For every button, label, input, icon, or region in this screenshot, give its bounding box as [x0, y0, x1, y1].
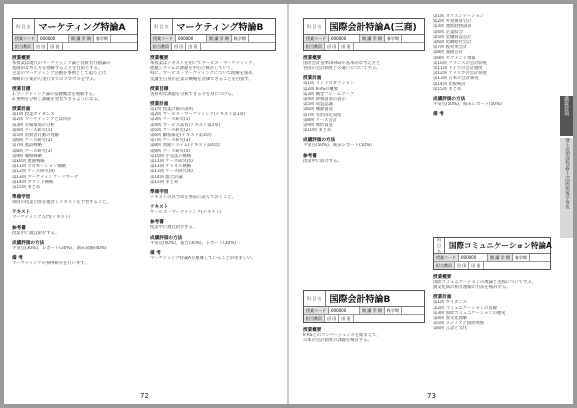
section-heading: 授業概要	[433, 275, 452, 280]
section-heading: 準備学習	[150, 190, 169, 196]
course-block-marketing-b	[150, 18, 276, 261]
body-line: 第5回 ケース研究(2)	[150, 127, 191, 133]
body-line: 第7回 製品戦略	[12, 143, 42, 149]
body-line: 第3回 国際コミュニケーションの歴史	[433, 310, 506, 316]
body-line: 第6回 顧客満足(テキスト第3章)	[150, 133, 212, 139]
course-body-continued	[433, 14, 551, 117]
program-tab-label: 博士前期課程(修士)国際関係学専攻	[564, 138, 570, 210]
section-heading: 成績評価の方法	[433, 97, 466, 103]
section-heading: 授業計画	[12, 107, 31, 113]
course-body	[433, 274, 551, 332]
meta-key: 担当教員	[304, 43, 325, 50]
class-label: 科 目 名	[304, 291, 326, 306]
body-line: 第1回 イントロダクション	[303, 81, 355, 87]
course-block-continued	[433, 14, 551, 117]
body-line: 平常点(50%)、期末レポート(50%)	[433, 102, 502, 108]
body-line: 日本の会計制度の課題を検討する。	[303, 338, 372, 344]
body-line: 第2回 マーケティングとは何か	[12, 117, 72, 123]
body-line: 異文化間の相互理解の方法を検討する。	[433, 285, 511, 291]
meta-value: 000000	[176, 35, 207, 42]
body-line: 第9回 価格戦略	[12, 153, 42, 159]
course-body	[303, 327, 425, 343]
course-header	[303, 18, 425, 51]
page-number: 73	[427, 392, 436, 400]
meta-value: 田 田	[325, 43, 339, 50]
body-line: 戦略の立案から実行までのプロセスを学ぶ。	[12, 76, 99, 82]
body-line: 第13回 日本の会計制度	[433, 76, 479, 82]
body-line: 第3回 ケース研究(1)	[150, 117, 191, 123]
class-label: 科 目 名	[151, 19, 173, 34]
body-line: 第9回 無形資産	[303, 123, 333, 129]
meta-value: 田 田	[48, 43, 62, 50]
meta-key: 授業コード	[13, 35, 38, 42]
body-line: マーケティングの事例研究を行います。	[12, 261, 89, 267]
body-line: 第10回 流通戦略	[12, 159, 45, 165]
body-line: 第8回 リース会計	[303, 117, 337, 123]
section-heading: テキスト	[12, 210, 31, 216]
meta-value: 田 田	[172, 43, 186, 50]
course-body	[12, 55, 138, 266]
course-block-intl-accounting-a	[303, 18, 425, 164]
body-line: サービス・マーケティング(テキスト)	[150, 210, 222, 216]
meta-value: 000000	[329, 307, 360, 314]
body-line: 第2回 サービス・マーケティング(テキスト第1章)	[150, 112, 246, 118]
body-line: 平常点(50%)、期末レポート(50%)	[303, 143, 372, 149]
meta-key: 担当教員	[434, 262, 455, 269]
section-heading: テキスト	[150, 205, 169, 211]
body-line: 第15回 まとめ	[12, 185, 41, 191]
section-heading: 授業計画	[150, 102, 169, 108]
body-line: 第4回 サービス品質(テキスト第2章)	[150, 122, 221, 128]
course-header	[303, 290, 425, 323]
body-line: 授業中に適宜紹介する。	[150, 225, 198, 231]
body-line: 第2回 外貨換算会計	[433, 19, 472, 25]
body-line: 第15回 まとめ	[150, 179, 179, 185]
body-line: 第3回 概念フレームワーク	[303, 91, 355, 97]
body-line: 第1回 授業ガイダンス	[12, 112, 55, 118]
meta-value: 春学期	[385, 35, 402, 42]
course-title: マーケティング特論B	[176, 23, 264, 33]
body-line: 第6回 退職給付会計	[433, 40, 472, 46]
section-heading: 授業概要	[303, 328, 322, 333]
body-line: 第10回 まとめ	[303, 128, 332, 134]
body-line: 第8回 流通システム(テキスト第4章)	[150, 143, 220, 149]
body-line: 流通システムの課題を中心に検討していく。	[150, 66, 236, 72]
section-heading: 授業目標	[150, 86, 169, 92]
body-line: 第15回 まとめ	[433, 86, 462, 92]
section-heading: 授業概要	[150, 56, 169, 61]
body-line: 特に、サービス・マーケティングについて理解を深め、	[150, 71, 257, 77]
course-body	[303, 55, 425, 164]
body-line: 第11回 ケース研究(5)	[150, 159, 193, 165]
course-title: 国際会計特論A(三商)	[329, 23, 417, 33]
body-line: マーケティング特論Aを履修していることが望ましい。	[150, 255, 256, 261]
body-line: マーケティング入門(テキスト)	[12, 215, 71, 221]
body-line: 第4回 財務諸表の表示	[303, 97, 346, 103]
course-block-intl-accounting-b	[303, 290, 425, 343]
meta-value: 春学期	[94, 35, 111, 42]
body-line: テキストの該当章を事前に読んでおくこと。	[150, 195, 236, 201]
meta-value: 秋学期	[385, 307, 402, 314]
meta-value: 春学期	[513, 254, 530, 261]
meta-value: 田 田	[186, 43, 200, 50]
course-title: マーケティング特論A	[38, 23, 126, 33]
section-heading: 授業計画	[303, 76, 322, 82]
section-heading: 授業計画	[433, 295, 452, 301]
body-line: 授業中に紹介する。	[303, 158, 342, 164]
meta-key: 授業コード	[434, 254, 459, 261]
section-heading: 授業目標	[12, 86, 31, 92]
body-line: 第8回 ケース研究(3)	[12, 148, 53, 154]
body-line: IFRSとのコンバージェンスを踏まえて、	[303, 333, 381, 338]
meta-value: 田 田	[34, 43, 48, 50]
section-heading: 備 考	[433, 112, 444, 118]
meta-key: 開 講 学 期	[488, 254, 513, 261]
body-line: 第12回 ケース研究(4)	[12, 169, 55, 175]
meta-key: 担当教員	[304, 315, 325, 322]
body-line: 第5回 消費者行動の理解	[12, 133, 60, 139]
body-line: 1.マーケティング論の基礎概念を理解する。	[12, 91, 98, 97]
body-line: 第6回 棚卸資産	[303, 107, 333, 113]
body-line: 第2回 IFRSの概要	[303, 86, 339, 92]
course-block-marketing-a	[12, 18, 138, 266]
book-spread	[4, 4, 573, 404]
class-label: 科 目 名	[13, 19, 35, 34]
section-heading: 参考書	[150, 220, 164, 226]
class-label: 科 目 名	[304, 19, 326, 34]
body-line: 受講生自身が企業の戦略を評価できることを目指す。	[150, 76, 253, 82]
body-line: 第5回 金融商品会計	[433, 34, 472, 40]
course-body	[150, 55, 276, 261]
body-line: 第12回 アメリカの会計制度	[433, 71, 487, 77]
meta-key: 開 講 学 期	[207, 35, 232, 42]
section-heading: 参考書	[12, 225, 26, 231]
body-line: 第5回 収益認識	[303, 102, 333, 108]
body-line: 授業中に適宜紹介する。	[12, 230, 60, 236]
body-line: 本授業は現代のマーケティング論と消費者行動論の	[12, 61, 111, 66]
body-line: 第6回 ケース研究(2)	[12, 138, 53, 144]
program-tab	[560, 138, 573, 238]
section-heading: 参考書	[303, 153, 317, 159]
body-line: 第14回 ブランド戦略	[12, 179, 54, 185]
body-line: 第6回 言語と文化	[433, 326, 468, 332]
body-line: 第5回 メディアと国際関係	[433, 321, 485, 327]
section-heading: 備 考	[12, 256, 23, 262]
section-heading: 授業概要	[303, 56, 322, 61]
body-line: 第4回 ケース研究(1)	[12, 127, 53, 133]
body-line: 第1回 オリエンテーション	[433, 14, 485, 19]
section-heading: 成績評価の方法	[150, 235, 183, 241]
body-line: 本授業はテキストを用いてサービス・マーケティング、	[150, 61, 257, 66]
body-line: 各国の会計制度との違いについて学ぶ。	[303, 66, 381, 72]
section-heading: 成績評価の方法	[12, 240, 45, 246]
meta-key: 担当教員	[13, 43, 34, 50]
body-line: 第3回 連結財務諸表	[433, 24, 472, 30]
body-line: 第1回 授業計画の説明	[150, 107, 193, 113]
body-line: 第8回 減損会計	[433, 50, 463, 56]
meta-value: 000000	[38, 35, 69, 42]
meta-key: 担当教員	[151, 43, 172, 50]
left-page	[4, 4, 288, 404]
course-block-intl-communication-a	[433, 237, 551, 332]
body-line: 第4回 企業結合	[433, 29, 463, 35]
right-page	[289, 4, 573, 404]
section-heading: 授業概要	[12, 56, 31, 61]
body-line: 平常点(40%)、報告(30%)、レポート(30%)	[150, 240, 236, 246]
body-line: 第12回 チャネル戦略	[150, 164, 192, 170]
body-line: 2.事例を分析し課題を発見できるようになる。	[12, 97, 103, 103]
body-line: 第11回 プロモーション戦略	[12, 164, 66, 170]
body-line: 第14回 比較検討	[433, 81, 466, 87]
meta-value: 田 田	[455, 262, 469, 269]
body-line: 第11回 ドイツの会計制度	[433, 66, 483, 72]
body-line: 第4回 異文化理解	[433, 316, 468, 322]
body-line: 第9回 ケース研究(4)	[150, 148, 191, 154]
body-line: 第7回 税効果会計	[433, 45, 468, 51]
body-line: 第7回 有形固定資産	[303, 112, 342, 118]
meta-value: 田 田	[325, 315, 339, 322]
body-line: 第9回 セグメント情報	[433, 55, 476, 61]
body-line: 第1回 ガイダンス	[433, 300, 467, 306]
body-line: 基礎的な考え方を理解することを目的とする。	[12, 66, 103, 72]
body-line: 実務的な課題を分析できる力を身につける。	[150, 91, 236, 97]
body-line: 第10回 小売業の戦略	[150, 153, 192, 159]
meta-key: 開 講 学 期	[360, 307, 385, 314]
meta-key: 開 講 学 期	[360, 35, 385, 42]
section-tab-label: 講義要項	[563, 96, 569, 116]
meta-value: 田 田	[339, 315, 353, 322]
meta-value: 田 田	[339, 43, 353, 50]
page-number: 72	[140, 392, 149, 400]
course-header	[12, 18, 138, 51]
body-line: 平常点(30%)、レポート(30%)、期末試験(40%)	[12, 245, 107, 251]
body-line: 国際会計基準(IFRS)の基本的な考え方と	[303, 61, 381, 66]
body-line: 国際コミュニケーションの理論と実践について学ぶ。	[433, 280, 536, 285]
meta-key: 開 講 学 期	[69, 35, 94, 42]
meta-value: 000000	[459, 254, 488, 261]
body-line: 第14回 総合討論	[150, 174, 183, 180]
body-line: 第3回 市場環境の分析	[12, 122, 55, 128]
meta-key: 授業コード	[151, 35, 176, 42]
class-label: 科 目 名	[434, 238, 445, 253]
section-heading: 準備学習	[12, 195, 31, 201]
body-line: 第2回 コミュニケーションの基礎	[433, 305, 497, 311]
course-title: 国際会計特論B	[329, 295, 391, 305]
course-header	[433, 237, 551, 270]
body-line: 第13回 ケース研究(6)	[150, 169, 193, 175]
meta-key: 授業コード	[304, 307, 329, 314]
meta-value: 秋学期	[232, 35, 249, 42]
section-heading: 成績評価の方法	[303, 138, 336, 144]
course-header	[150, 18, 276, 51]
section-heading: 備 考	[150, 250, 161, 256]
course-title: 国際コミュニケーション特論A	[449, 241, 552, 250]
section-tab	[560, 96, 573, 136]
meta-key: 授業コード	[304, 35, 329, 42]
body-line: 毎回の授業内容を復習しテキストを予習すること。	[12, 200, 111, 206]
body-line: 第7回 ケース研究(3)	[150, 138, 191, 144]
body-line: 企業のマーケティング活動を事例として取り上げ、	[12, 71, 111, 77]
meta-value: 田 田	[469, 262, 483, 269]
body-line: 第10回 フランスの会計制度	[433, 60, 487, 66]
meta-value: 000000	[329, 35, 360, 42]
body-line: 第13回 マーケティング・リサーチ	[12, 174, 79, 180]
